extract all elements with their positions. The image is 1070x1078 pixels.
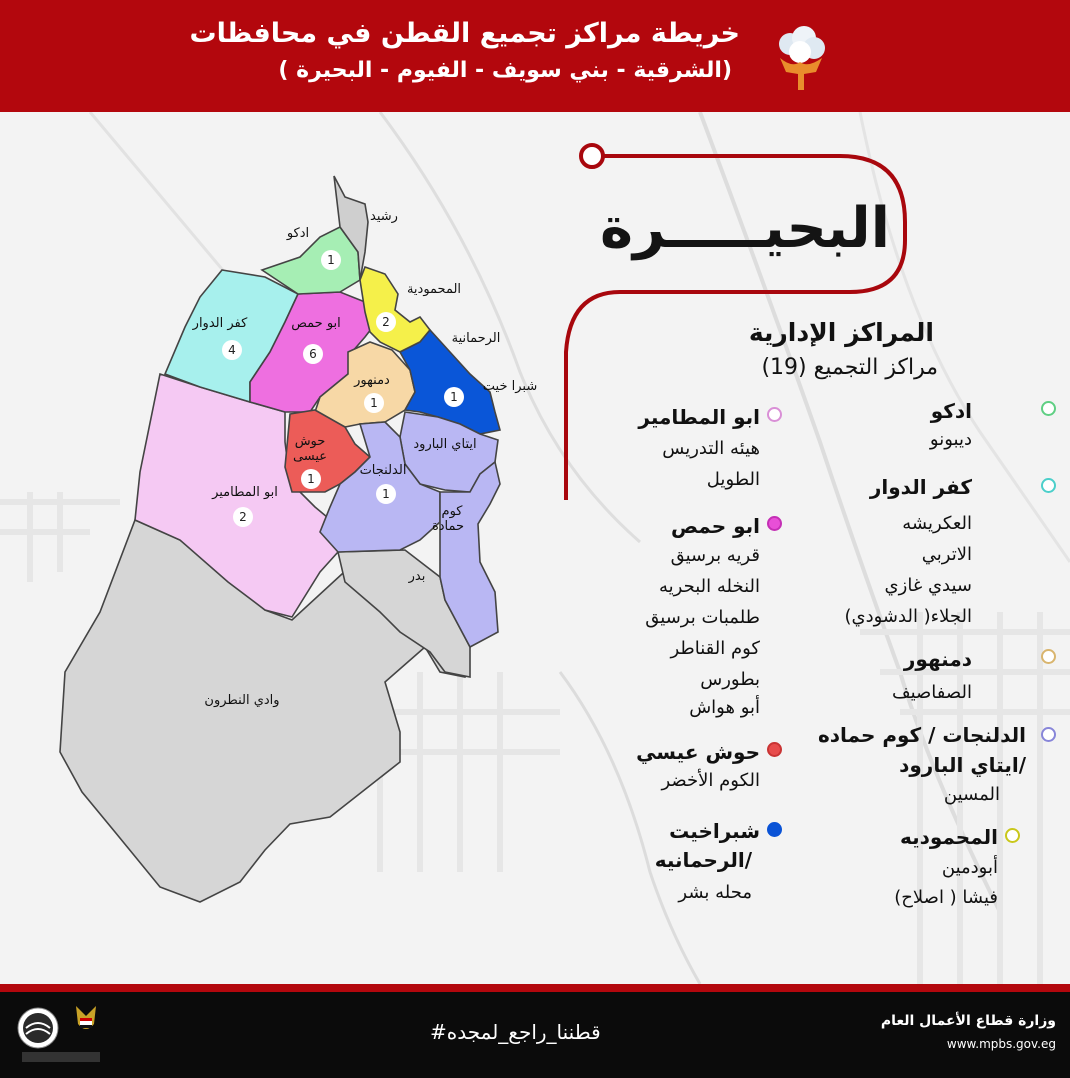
- svg-text:1: 1: [307, 472, 315, 486]
- village-item: كوم القناطر: [670, 638, 760, 659]
- legend-dot-shubrakhit: [767, 822, 782, 837]
- village-item: الطويل: [706, 469, 760, 490]
- beheira-map: [0, 112, 1070, 984]
- label-kom-hamada-1: كوم: [441, 504, 463, 519]
- village-item: طلمبات برسيق: [645, 607, 760, 628]
- legend-dot-damanhour: [1041, 649, 1056, 664]
- label-damanhour: دمنهور: [354, 373, 390, 388]
- count-badge-mahmoudia: [376, 312, 396, 332]
- ministry-name: وزارة قطاع الأعمال العام: [880, 1013, 1056, 1029]
- admin-centers-title: المراكز الإدارية: [748, 318, 934, 347]
- label-delengat: الدلنجات: [359, 463, 407, 478]
- village-item: فيشا ( اصلاح): [894, 887, 998, 908]
- center-name: ادكو: [930, 399, 972, 423]
- svg-text:1: 1: [450, 390, 458, 404]
- count-badge-damanhour: [364, 393, 384, 413]
- village-item: أبودمين: [941, 857, 998, 878]
- ministry-logo-icon: [16, 998, 106, 1068]
- legend-dot-abu-hommos: [767, 516, 782, 531]
- legend-dot-hosh-eissa: [767, 742, 782, 757]
- title-line-2: ( الشرقية - بني سويف - الفيوم - البحيرة): [278, 58, 732, 83]
- center-name: حوش عيسي: [636, 740, 760, 764]
- svg-text:6: 6: [309, 347, 317, 361]
- center-name: ابو المطامير: [638, 405, 760, 429]
- village-item: الاتربي: [921, 544, 972, 565]
- count-badge-hosh-eissa: [301, 469, 321, 489]
- label-hosh-eissa-2: عيسى: [292, 449, 328, 464]
- legend-dot-delengat: [1041, 727, 1056, 742]
- label-mahmoudia: المحمودية: [406, 282, 462, 297]
- village-item: النخله البحريه: [659, 576, 760, 597]
- label-wadi-natrun: وادي النطرون: [204, 693, 280, 708]
- center-name: الدلنجات / كوم حماده: [817, 723, 1026, 747]
- label-shubrakhit: شبرا خيت: [482, 379, 538, 394]
- header-bar: [0, 0, 1070, 112]
- village-item: الجلاء( الدشودي): [844, 606, 972, 627]
- svg-text:1: 1: [370, 396, 378, 410]
- count-badge-abu-matamir: [233, 507, 253, 527]
- village-item: محله بشر: [678, 882, 752, 903]
- center-name: كفر الدوار: [869, 475, 972, 499]
- legend-dot-kafr-dawar: [1041, 478, 1056, 493]
- legend-dot-mahmoudia: [1005, 828, 1020, 843]
- website-url: www.mpbs.gov.eg: [946, 1037, 1056, 1051]
- center-name: المحموديه: [899, 825, 998, 849]
- svg-text:1: 1: [327, 253, 335, 267]
- hashtag-text: #قطننا_راجع_لمجده: [430, 1020, 601, 1044]
- region-mahmoudia: [360, 267, 430, 352]
- village-item: المسين: [943, 784, 1000, 805]
- count-badge-delengat: [376, 484, 396, 504]
- legend-dot-edku: [1041, 401, 1056, 416]
- center-name: ابو حمص: [671, 514, 760, 538]
- center-name: شبراخيت: [669, 819, 760, 843]
- svg-text:4: 4: [228, 343, 236, 357]
- label-kom-hamada-2: حمادة: [431, 519, 465, 534]
- village-item: الصفاصيف: [891, 682, 972, 703]
- title-line-1: خريطة مراكز تجميع القطن في محافظات: [189, 18, 740, 49]
- label-abu-matamir: ابو المطامير: [212, 485, 278, 500]
- count-badge-kafr-dawar: [222, 340, 242, 360]
- village-item: بطورس: [700, 669, 760, 690]
- svg-text:2: 2: [239, 510, 247, 524]
- legend-dot-abu-matamir: [767, 407, 782, 422]
- village-item: سيدي غازي: [884, 575, 972, 596]
- center-name-line2: /ايتاي البارود: [899, 753, 1026, 777]
- svg-text:2: 2: [382, 315, 390, 329]
- village-item: هيئه التدريس: [662, 438, 760, 459]
- village-item: ديبونو: [929, 429, 972, 450]
- label-edku: ادكو: [286, 226, 310, 241]
- label-abu-hommos: ابو حمص: [291, 316, 341, 331]
- frame-line-dot: [581, 145, 603, 167]
- count-badge-edku: [321, 250, 341, 270]
- village-item: قريه برسيق: [670, 545, 760, 566]
- center-name: دمنهور: [903, 647, 972, 671]
- village-item: العكريشه: [902, 513, 972, 534]
- village-item: الكوم الأخضر: [661, 770, 760, 791]
- cotton-icon: [770, 22, 832, 92]
- collection-centers-title: مراكز التجميع (19): [761, 355, 938, 380]
- center-name-line2: /الرحمانيه: [654, 848, 752, 872]
- label-hosh-eissa-1: حوش: [294, 434, 326, 449]
- village-item: أبو هواش: [689, 697, 760, 718]
- footer-red-line: [0, 984, 1070, 992]
- count-badge-shubrakhit: [444, 387, 464, 407]
- governorate-title: البحيـــــرة: [600, 196, 890, 261]
- label-rahmania: الرحمانية: [451, 331, 501, 346]
- label-kafr-dawar: كفر الدوار: [192, 316, 248, 331]
- label-rashid: رشيد: [370, 209, 398, 224]
- label-itay-baroud: ايتاي البارود: [413, 437, 477, 452]
- svg-text:1: 1: [382, 487, 390, 501]
- label-badr: بدر: [408, 569, 426, 584]
- count-badge-abu-hommos: [303, 344, 323, 364]
